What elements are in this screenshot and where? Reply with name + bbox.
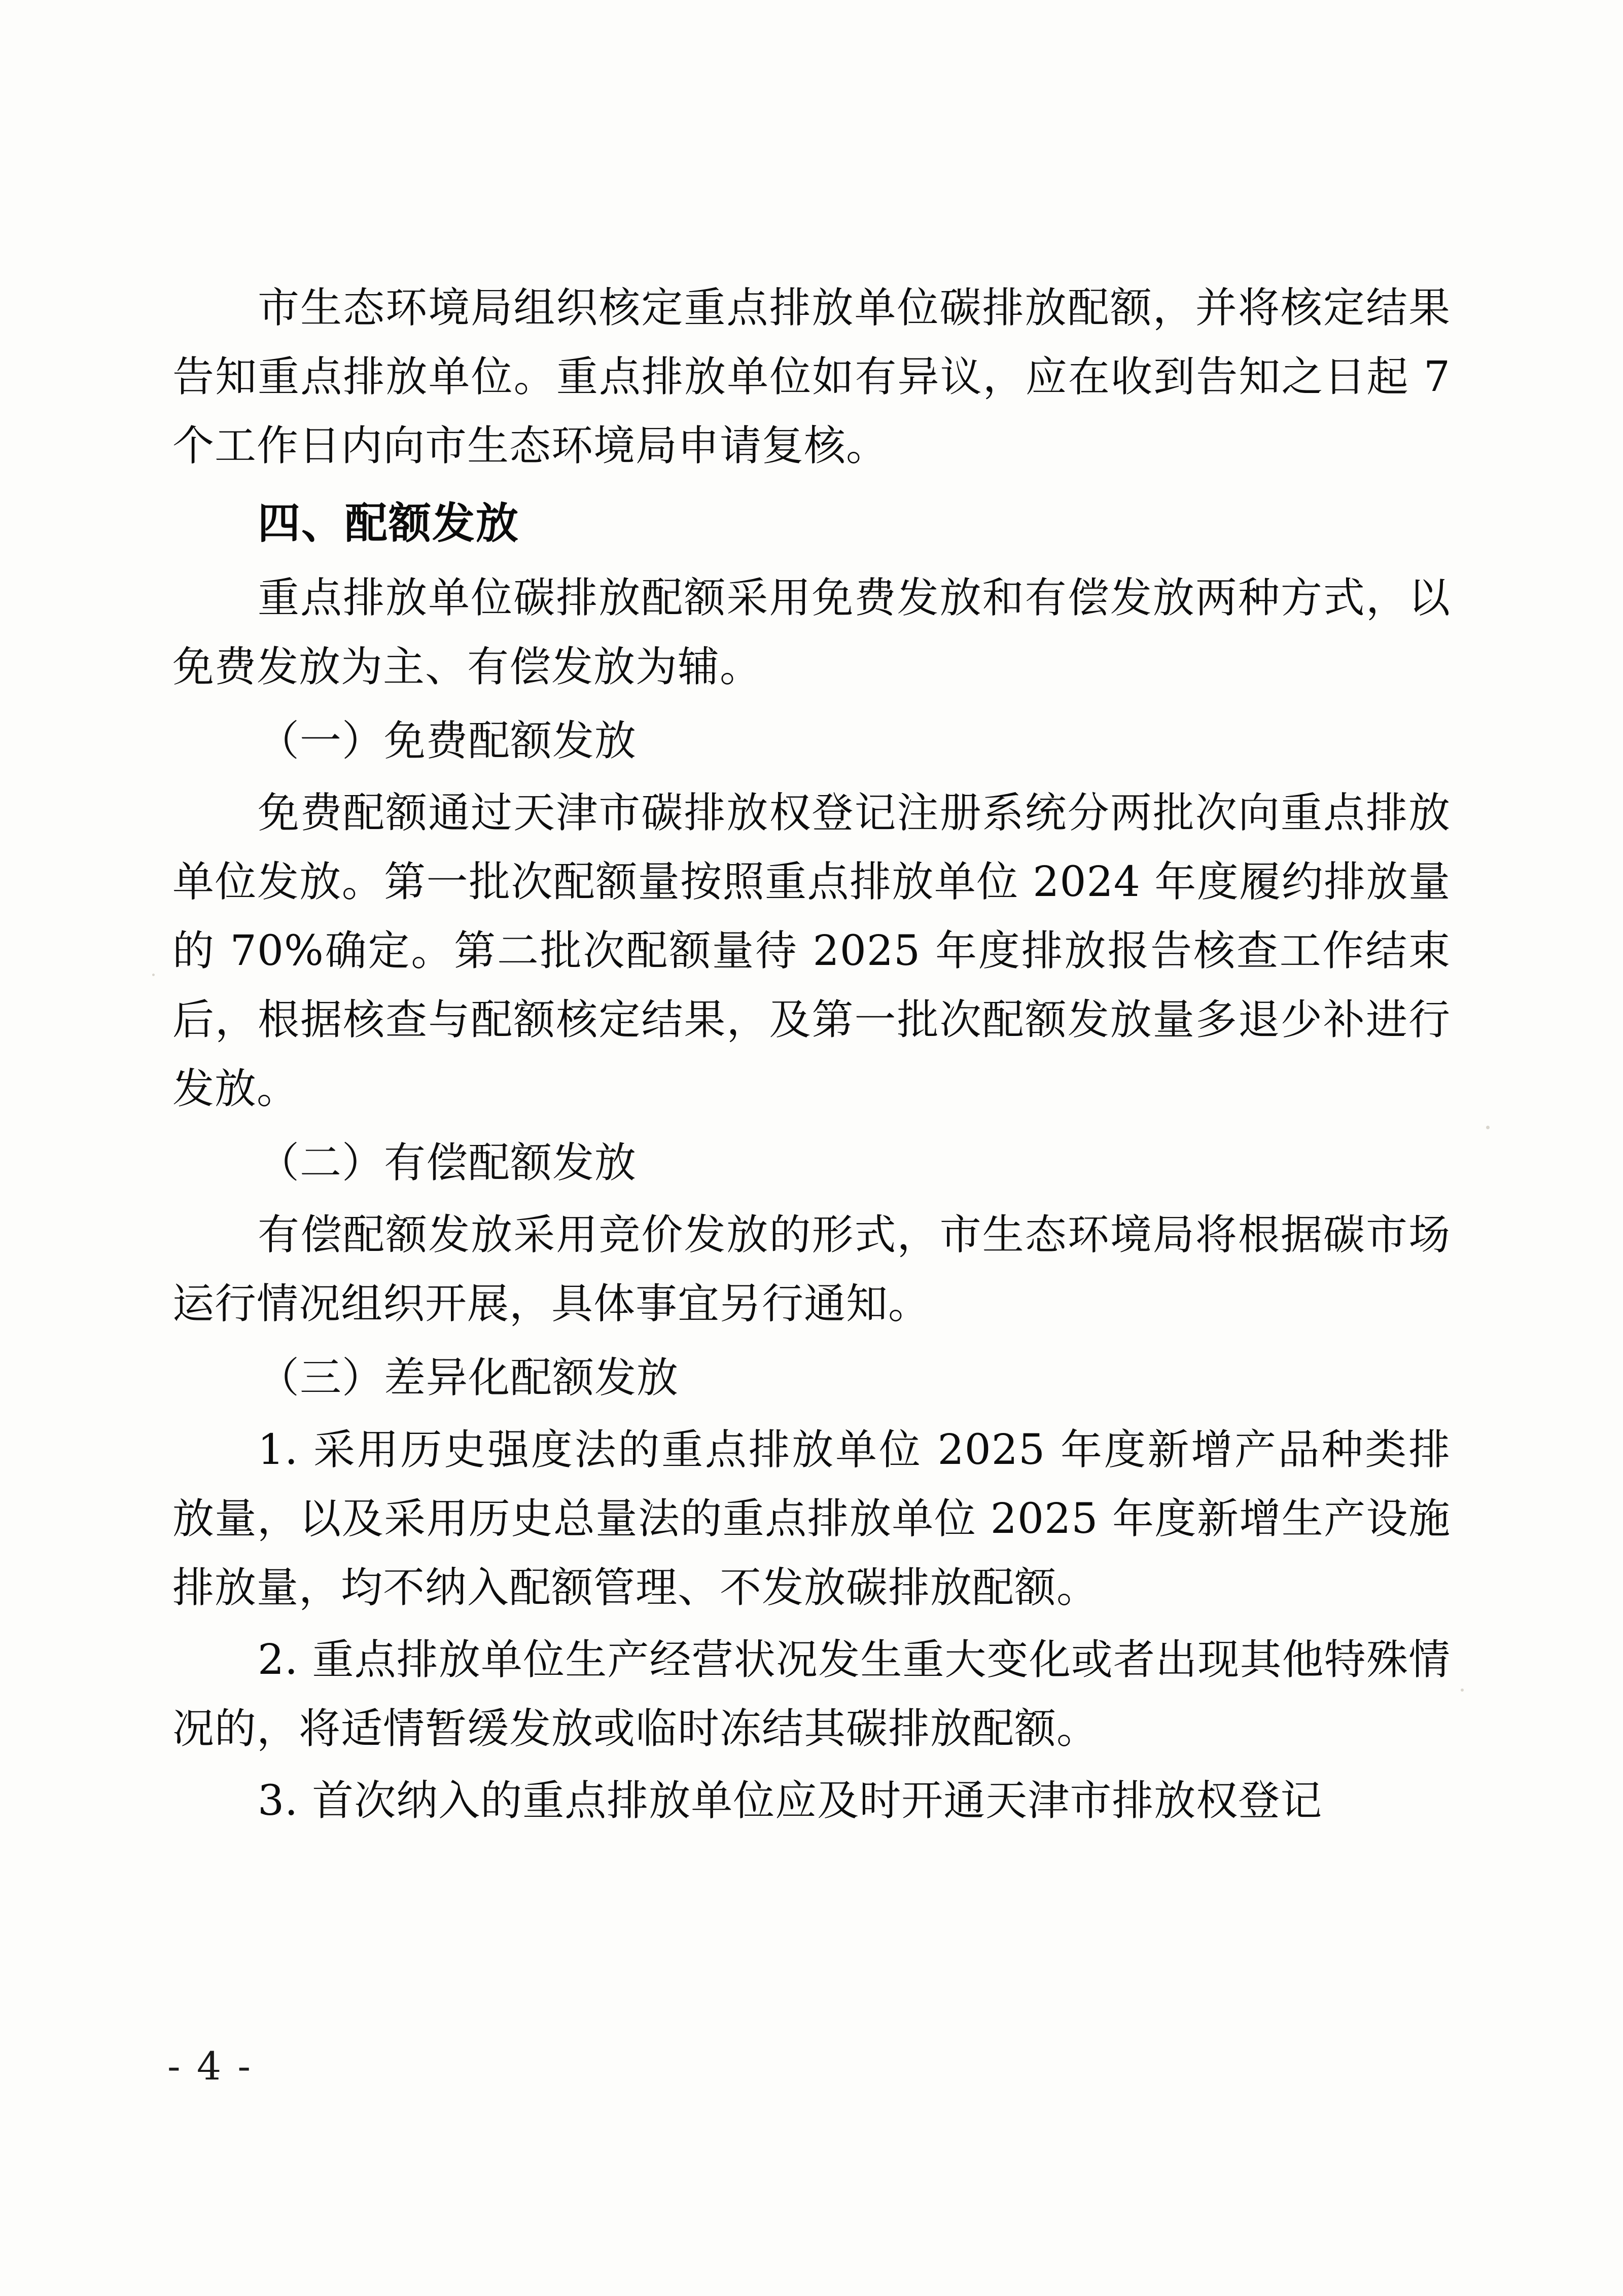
paragraph-item-3: 3. 首次纳入的重点排放单位应及时开通天津市排放权登记: [258, 1777, 1323, 1825]
document-body: [172, 274, 1451, 1839]
paper-speck: [152, 974, 155, 976]
paragraph-allocation-methods: 重点排放单位碳排放配额采用免费发放和有偿发放两种方式，以免费发放为主、有偿发放为辅。: [172, 574, 1451, 691]
subheading-free-allocation: （一）免费配额发放: [258, 717, 637, 765]
section-heading-allocation: 四、配额发放: [258, 498, 520, 548]
paper-speck: [1486, 1126, 1490, 1129]
subheading-paid-allocation: （二）有偿配额发放: [258, 1139, 637, 1187]
paragraph-item-2: 2. 重点排放单位生产经营状况发生重大变化或者出现其他特殊情况的，将适情暂缓发放或临时冻结其碳排放配额。: [172, 1636, 1451, 1753]
paper-speck: [1461, 1689, 1464, 1692]
paragraph-paid-allocation-detail: 有偿配额发放采用竞价发放的形式，市生态环境局将根据碳市场运行情况组织开展，具体事宜另行通知。: [172, 1211, 1451, 1328]
paragraph-quota-verification: 市生态环境局组织核定重点排放单位碳排放配额，并将核定结果告知重点排放单位。重点排放单位如有异议，应在收到告知之日起 7 个工作日内向市生态环境局申请复核。: [172, 284, 1451, 470]
page-number: - 4 -: [167, 2043, 253, 2089]
subheading-differentiated-allocation: （三）差异化配额发放: [258, 1354, 679, 1402]
paragraph-free-allocation-detail: 免费配额通过天津市碳排放权登记注册系统分两批次向重点排放单位发放。第一批次配额量按照重点排放单位 2024 年度履约排放量的 70%确定。第二批次配额量待 2025 年度排放报告核查工作结束后，根据核查与配额核定结果，及第一批次配额发放量多退少补进行发放。: [172, 789, 1451, 1113]
paragraph-item-1: 1. 采用历史强度法的重点排放单位 2025 年度新增产品种类排放量，以及采用历史总量法的重点排放单位 2025 年度新增生产设施排放量，均不纳入配额管理、不发放碳排放配额。: [172, 1426, 1451, 1612]
